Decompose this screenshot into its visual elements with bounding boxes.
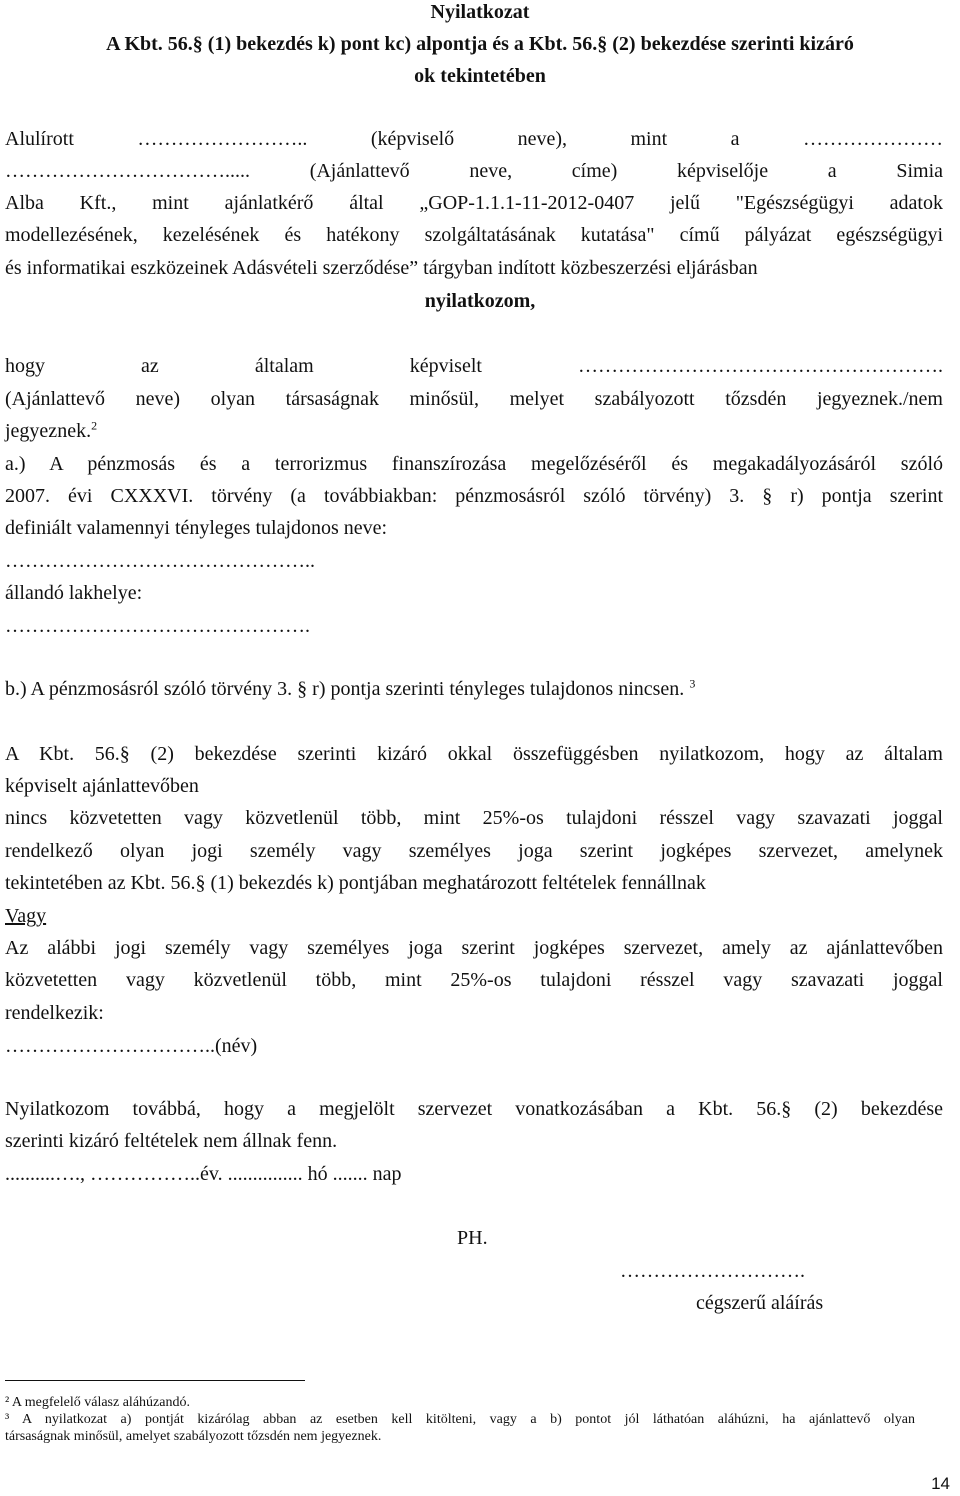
document-subtitle-line-2: ok tekintetében	[414, 65, 546, 87]
section2-line-3: nincs közvetetten vagy közvetlenül több, mint 25%-os tulajdoni résszel vagy szavazati joggal	[5, 807, 943, 829]
residence-blank: ……………………………………….	[5, 615, 310, 637]
stamp-placeholder: PH.	[457, 1227, 488, 1249]
section1-b-text: b.) A pénzmosásról szóló törvény 3. § r) pontja szerinti tényleges tulajdonos nincsen.	[5, 678, 685, 700]
section2-line-4: rendelkező olyan jogi személy vagy személyes joga szerint jogképes szervezet, amelynek	[5, 840, 943, 862]
section1-a-line-3: definiált valamennyi tényleges tulajdonos neve:	[5, 517, 388, 539]
document-subtitle-line-1: A Kbt. 56.§ (1) bekezdés k) pont kc) alpontja és a Kbt. 56.§ (2) bekezdése szerinti kizáró	[106, 33, 854, 55]
declaration-word: nyilatkozom,	[424, 290, 536, 312]
section2-line-6: Az alábbi jogi személy vagy személyes joga szerint jogképes szervezet, amely az ajánlattevőben	[5, 937, 943, 959]
intro-line-3: Alba Kft., mint ajánlatkérő által „GOP-1.1.1-11-2012-0407 jelű "Egészségügyi adatok	[5, 192, 943, 214]
section3-line-2: szerinti kizáró feltételek nem állnak fenn.	[5, 1130, 338, 1152]
intro-line-5: és informatikai eszközeinek Adásvételi szerződése” tárgyban indított közbeszerzési eljárásban	[5, 257, 758, 279]
section3-line-1: Nyilatkozom továbbá, hogy a megjelölt szervezet vonatkozásában a Kbt. 56.§ (2) bekezdése	[5, 1098, 943, 1120]
section1-a-line-5: állandó lakhelye:	[5, 582, 143, 604]
footnote-separator	[5, 1380, 305, 1381]
section2-line-5: tekintetében az Kbt. 56.§ (1) bekezdés k) pontjában meghatározott feltételek fennállnak	[5, 872, 706, 894]
footnote-2: ² A megfelelő válasz aláhúzandó.	[5, 1395, 190, 1410]
owner-name-blank: ………………………………………..	[5, 550, 315, 572]
section1-line-3-text: jegyeznek.	[5, 420, 92, 442]
signature-dots: ……………………….	[620, 1260, 805, 1282]
date-line: ..........…., ……………..év. ............... hó ....... nap	[5, 1163, 402, 1185]
section1-line-1: hogy az általam képviselt ……………………………………………….	[5, 355, 943, 377]
signature-label: cégszerű aláírás	[696, 1292, 824, 1314]
section2-line-2: képviselt ajánlattevőben	[5, 775, 199, 797]
section1-line-3	[5, 419, 97, 443]
section2-line-8: rendelkezik:	[5, 1002, 104, 1024]
document-title: Nyilatkozat	[430, 1, 530, 23]
section1-line-2: (Ajánlattevő neve) olyan társaságnak minősül, melyet szabályozott tőzsdén jegyeznek./nem	[5, 388, 943, 410]
section2-line-7: közvetetten vagy közvetlenül több, mint 25%-os tulajdoni résszel vagy szavazati joggal	[5, 969, 943, 991]
intro-line-4: modellezésének, kezelésének és hatékony szolgáltatásának kutatása" című pályázat egészségügyi	[5, 224, 943, 246]
footnote-3-line-2: társaságnak minősül, amelyet szabályozott tőzsdén nem jegyeznek.	[5, 1429, 382, 1444]
footnote-ref-2: 2	[91, 418, 98, 433]
or-divider-word: Vagy	[5, 905, 47, 927]
entity-name-blank: …………………………..(név)	[5, 1035, 258, 1057]
section1-b-line	[5, 677, 695, 701]
section2-line-1: A Kbt. 56.§ (2) bekezdése szerinti kizáró okkal összefüggésben nyilatkozom, hogy az általam	[5, 743, 943, 765]
intro-line-2: ……………………………..... (Ajánlattevő neve, címe) képviselője a Simia	[5, 160, 943, 182]
intro-line-1: Alulírott …………………….. (képviselő neve), mint a …………………	[5, 128, 943, 150]
section1-a-line-1: a.) A pénzmosás és a terrorizmus finanszírozása megelőzéséről és megakadályozásáról szóló	[5, 453, 943, 475]
page-number: 14	[931, 1474, 950, 1493]
section1-a-line-2: 2007. évi CXXXVI. törvény (a továbbiakban: pénzmosásról szóló törvény) 3. § r) pontja szerint	[5, 485, 943, 507]
footnote-ref-3: 3	[689, 676, 696, 691]
footnote-3-line-1: ³ A nyilatkozat a) pontját kizárólag abban az esetben kell kitölteni, vagy a b) pontot jól láthatóan aláhúzni, ha ajánlattevő olyan	[5, 1412, 915, 1427]
